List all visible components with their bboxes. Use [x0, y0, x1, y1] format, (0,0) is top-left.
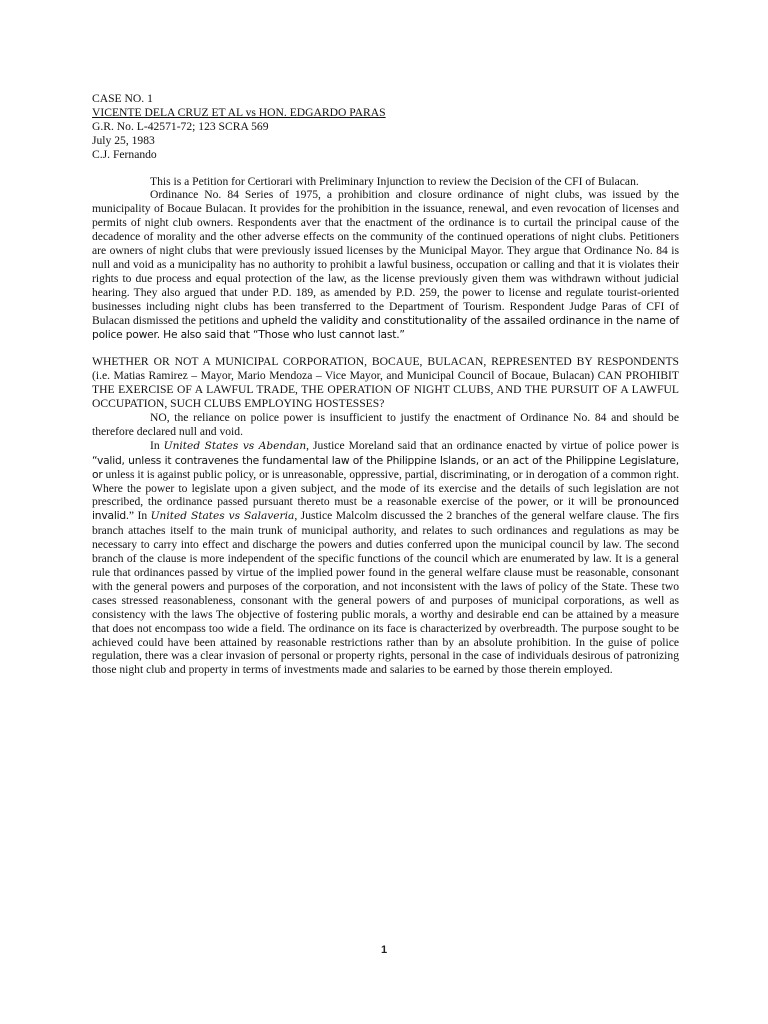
issue-text-c: CAN PROHIBIT THE EXERCISE OF A LAWFUL TRADE, THE OPERATION OF NIGHT CLUBS, AND THE PURSUIT OF A LAWFUL OCCUPATION, SUCH CLUBS EMPLOYING HOSTESSES? — [92, 369, 680, 411]
issue-text-a: WHETHER OR NOT A MUNICIPAL CORPORATION, BOCAUE, BULACAN, REPRESENTED BY RESPONDENTS — [92, 355, 679, 369]
ruling-text-a: , Justice Moreland said that an ordinance enacted by virtue of police power is — [306, 438, 679, 452]
ruling-intro: In — [150, 438, 164, 452]
ponente: C.J. Fernando — [92, 147, 157, 161]
decision-date: July 25, 1983 — [92, 133, 155, 147]
issue-paragraph — [92, 355, 679, 411]
case-citation-salaveria: United States vs Salaveria — [150, 510, 295, 523]
case-number: CASE NO. 1 — [92, 92, 153, 105]
ruling-quote-1: “valid, unless it contravenes the fundamental law of the Philippine Islands, or an act of the Philippine Legislature, or — [92, 453, 679, 481]
case-title: VICENTE DELA CRUZ ET AL vs HON. EDGARDO PARAS — [92, 105, 386, 119]
ruling-text-d: , Justice Malcolm discussed the 2 branches of the general welfare clause. The firs branch attaches itself to the main trunk of municipal authority, and relates to such ordinances and regulations as may be necessary to carry into effect and discharge the powers and duties conferred upon the municipal council by law. The second branch of the clause is more independent of the specific functions of the council which are enumerated by law. It is a general rule that ordinances passed by virtue of the implied power found in the general welfare clause must be reasonable, consonant with the general powers and purposes of the corporation, and not inconsistent with the laws of policy of the State. These two cases stressed reasonableness, consonant with the general powers of and purposes of municipal corporations, as well as consistency with the laws The objective of fostering public morals, a worthy and desirable end can be attained by a measure that does not encompass too wide a field. The ordinance on its face is characterized by overbreadth. The purpose sought to be achieved could have been attained by reasonable restrictions rather than by an absolute prohibition. In the guise of police regulation, there was a clear invasion of personal or property rights, personal in the case of individuals desirous of patronizing those night club and property in terms of investments made and salaries to be earned by those therein employed. — [92, 509, 679, 677]
ruling-text-c: .” In — [125, 509, 151, 523]
case-citation-abendan: United States vs Abendan — [163, 439, 307, 452]
ruling-text-b: unless it is against public policy, or is unreasonable, oppressive, partial, discriminating, or in derogation of a common right. Where the power to legislate upon a given subject, and the mode of its exercise and the details of such legislation are not prescribed, the ordinance passed pursuant thereto must be a reasonable exercise of the power, or it will be — [92, 467, 679, 509]
facts-paragraph-1: This is a Petition for Certiorari with Preliminary Injunction to review the Decision of the CFI of Bulacan. — [150, 174, 639, 188]
ruling-paragraph-1: NO, the reliance on police power is insufficient to justify the enactment of Ordinance No. 84 and should be therefore declared null and void. — [92, 411, 679, 438]
ruling-quote-2: pronounced invalid — [92, 495, 679, 523]
document-page — [92, 92, 679, 677]
facts-tail-quote: upheld the validity and constitutionality of the assailed ordinance in the name of police power. He also said that “Those who lust cannot last.” — [92, 313, 679, 341]
page-number: 1 — [380, 944, 388, 956]
ruling-paragraph-2 — [92, 439, 679, 677]
gr-number: G.R. No. L-42571-72; 123 SCRA 569 — [92, 119, 269, 133]
facts-paragraph-2 — [92, 188, 679, 341]
facts-body: Ordinance No. 84 Series of 1975, a prohibition and closure ordinance of night clubs, was issued by the municipality of Bocaue Bulacan. It provides for the prohibition in the issuance, renewal, and even revocation of licenses and permits of night club owners. Respondents aver that the enactment of the ordinance is to curtail the principal cause of the decadence of morality and the other adverse effects on the community of the continued operations of night clubs. Petitioners are owners of night clubs that were previously issued licenses by the Municipal Mayor. They argue that Ordinance No. 84 is null and void as a municipality has no authority to prohibit a lawful business, occupation or calling and that it is violates their rights to due process and equal protection of the law, as the license previously given them was withdrawn without judicial hearing. They also argued that under P.D. 189, as amended by P.D. 259, the power to license and regulate tourist-oriented businesses including night clubs has been transferred to the Department of Tourism. Respondent Judge Paras of CFI of Bulacan dismissed the petitions and — [92, 188, 679, 327]
issue-text-b: (i.e. Matias Ramirez – Mayor, Mario Mendoza – Vice Mayor, and Municipal Council of Bocaue, Bulacan) — [92, 369, 598, 383]
